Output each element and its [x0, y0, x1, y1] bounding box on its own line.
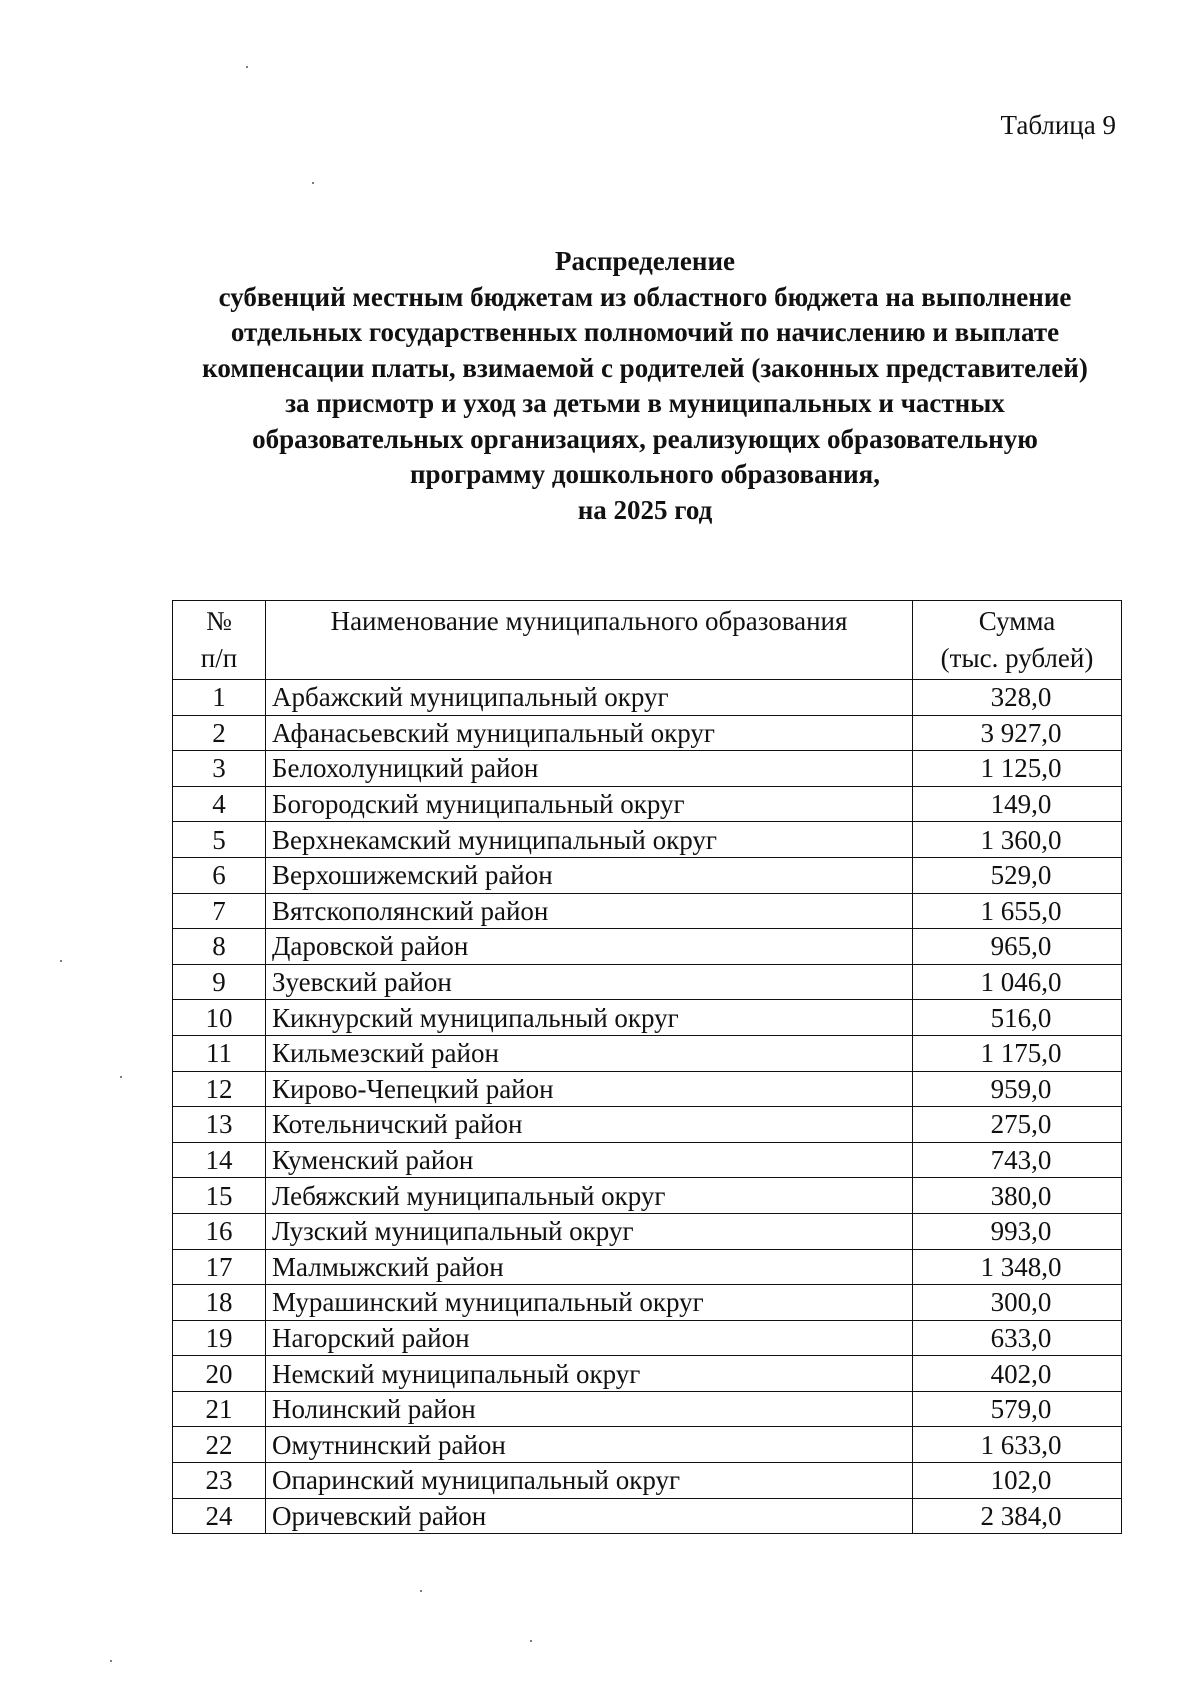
row-number: 4	[173, 786, 266, 822]
scan-speck	[120, 1076, 122, 1078]
title-line: отдельных государственных полномочий по начислению и выплате	[230, 317, 1060, 347]
table-row	[173, 1249, 1122, 1285]
row-municipality-name: Лебяжский муниципальный округ	[266, 1178, 913, 1214]
row-sum: 149,0	[913, 786, 1122, 822]
table-row	[173, 1071, 1122, 1107]
row-number: 18	[173, 1285, 266, 1321]
scan-speck	[312, 182, 314, 184]
title-line: компенсации платы, взимаемой с родителей (законных представителей)	[202, 352, 1088, 383]
row-sum: 1 633,0	[913, 1427, 1122, 1463]
row-municipality-name: Афанасьевский муниципальный округ	[266, 715, 913, 751]
row-number: 2	[173, 715, 266, 751]
row-municipality-name: Арбажский муниципальный округ	[266, 680, 913, 716]
table-row	[173, 964, 1122, 1000]
row-number: 23	[173, 1463, 266, 1499]
table-row	[173, 1427, 1122, 1463]
row-number: 3	[173, 751, 266, 787]
row-municipality-name: Верхошижемский район	[266, 857, 913, 893]
table-row	[173, 715, 1122, 751]
row-number: 17	[173, 1249, 266, 1285]
row-municipality-name: Нагорский район	[266, 1320, 913, 1356]
title-line: образовательных организациях, реализующих образовательную	[252, 423, 1038, 454]
row-sum: 1 175,0	[913, 1035, 1122, 1071]
row-municipality-name: Немский муниципальный округ	[266, 1356, 913, 1392]
row-sum: 993,0	[913, 1213, 1122, 1249]
header-number	[173, 601, 266, 680]
row-sum: 529,0	[913, 857, 1122, 893]
row-sum: 633,0	[913, 1320, 1122, 1356]
row-number: 7	[173, 893, 266, 929]
table-row	[173, 893, 1122, 929]
row-municipality-name: Опаринский муниципальный округ	[266, 1463, 913, 1499]
row-municipality-name: Котельничский район	[266, 1107, 913, 1143]
row-number: 16	[173, 1213, 266, 1249]
table-header-row	[173, 601, 1122, 680]
row-sum: 328,0	[913, 680, 1122, 716]
row-number: 8	[173, 929, 266, 965]
row-number: 12	[173, 1071, 266, 1107]
row-sum: 959,0	[913, 1071, 1122, 1107]
table-row	[173, 1356, 1122, 1392]
header-name	[266, 601, 913, 680]
row-number: 22	[173, 1427, 266, 1463]
table-number-label: Таблица 9	[1000, 110, 1116, 140]
row-number: 9	[173, 964, 266, 1000]
row-number: 14	[173, 1142, 266, 1178]
row-sum: 1 046,0	[913, 964, 1122, 1000]
table-row	[173, 1391, 1122, 1427]
table-row	[173, 857, 1122, 893]
row-number: 13	[173, 1107, 266, 1143]
row-municipality-name: Нолинский район	[266, 1391, 913, 1427]
row-municipality-name: Зуевский район	[266, 964, 913, 1000]
row-sum: 2 384,0	[913, 1498, 1122, 1534]
row-number: 5	[173, 822, 266, 858]
title-line: на 2025 год	[577, 494, 713, 525]
row-number: 10	[173, 1000, 266, 1036]
row-number: 1	[173, 680, 266, 716]
row-number: 6	[173, 857, 266, 893]
row-municipality-name: Кикнурский муниципальный округ	[266, 1000, 913, 1036]
row-sum: 1 125,0	[913, 751, 1122, 787]
row-sum: 1 360,0	[913, 822, 1122, 858]
header-number-line1: №	[206, 606, 232, 636]
row-municipality-name: Куменский район	[266, 1142, 913, 1178]
table-row	[173, 680, 1122, 716]
row-sum: 102,0	[913, 1463, 1122, 1499]
row-number: 11	[173, 1035, 266, 1071]
table-body	[173, 680, 1122, 1534]
scan-speck	[246, 66, 248, 68]
document-title	[150, 244, 1140, 528]
distribution-table	[172, 600, 1122, 1534]
header-sum-line2: (тыс. рублей)	[940, 643, 1094, 673]
row-municipality-name: Кильмезский район	[266, 1035, 913, 1071]
table-row	[173, 1000, 1122, 1036]
table-row	[173, 1142, 1122, 1178]
title-line: Распределение	[554, 246, 736, 276]
title-line: программу дошкольного образования,	[409, 459, 881, 489]
scan-speck	[420, 1590, 422, 1592]
row-sum: 275,0	[913, 1107, 1122, 1143]
row-sum: 402,0	[913, 1356, 1122, 1392]
row-number: 20	[173, 1356, 266, 1392]
row-sum: 579,0	[913, 1391, 1122, 1427]
table-row	[173, 1498, 1122, 1534]
title-line: за присмотр и уход за детьми в муниципальных и частных	[285, 388, 1005, 418]
row-municipality-name: Омутнинский район	[266, 1427, 913, 1463]
table-row	[173, 1463, 1122, 1499]
row-sum: 1 348,0	[913, 1249, 1122, 1285]
row-municipality-name: Малмыжский район	[266, 1249, 913, 1285]
table-row	[173, 1285, 1122, 1321]
row-sum: 380,0	[913, 1178, 1122, 1214]
row-number: 24	[173, 1498, 266, 1534]
scan-speck	[110, 1660, 112, 1662]
row-municipality-name: Богородский муниципальный округ	[266, 786, 913, 822]
row-municipality-name: Вятскополянский район	[266, 893, 913, 929]
row-number: 19	[173, 1320, 266, 1356]
header-number-line2: п/п	[200, 643, 238, 673]
table-row	[173, 1320, 1122, 1356]
table-row	[173, 929, 1122, 965]
row-municipality-name: Лузский муниципальный округ	[266, 1213, 913, 1249]
header-sum-line1: Сумма	[978, 606, 1056, 636]
table-row	[173, 1178, 1122, 1214]
table-row	[173, 786, 1122, 822]
row-number: 21	[173, 1391, 266, 1427]
row-sum: 300,0	[913, 1285, 1122, 1321]
row-municipality-name: Белохолуницкий район	[266, 751, 913, 787]
table-row	[173, 822, 1122, 858]
row-sum: 1 655,0	[913, 893, 1122, 929]
header-sum	[913, 601, 1122, 680]
scan-speck	[530, 1640, 532, 1642]
row-municipality-name: Кирово-Чепецкий район	[266, 1071, 913, 1107]
row-municipality-name: Верхнекамский муниципальный округ	[266, 822, 913, 858]
row-sum: 3 927,0	[913, 715, 1122, 751]
row-municipality-name: Даровской район	[266, 929, 913, 965]
row-municipality-name: Мурашинский муниципальный округ	[266, 1285, 913, 1321]
row-sum: 743,0	[913, 1142, 1122, 1178]
header-name-text: Наименование муниципального образования	[330, 606, 848, 636]
scan-speck	[60, 960, 62, 962]
table-row	[173, 1213, 1122, 1249]
row-number: 15	[173, 1178, 266, 1214]
title-line: субвенций местным бюджетам из областного бюджета на выполнение	[218, 281, 1072, 312]
table-row	[173, 1107, 1122, 1143]
row-municipality-name: Оричевский район	[266, 1498, 913, 1534]
table-row	[173, 751, 1122, 787]
table-row	[173, 1035, 1122, 1071]
row-sum: 516,0	[913, 1000, 1122, 1036]
row-sum: 965,0	[913, 929, 1122, 965]
